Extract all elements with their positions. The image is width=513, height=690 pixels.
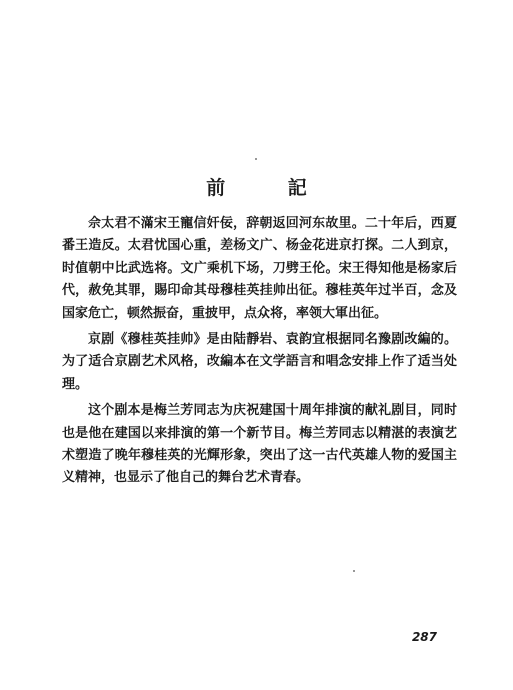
page-number: 287 — [411, 630, 437, 644]
print-speck — [353, 570, 355, 572]
body-text — [62, 213, 457, 490]
page-title: 前 記 — [206, 177, 335, 199]
paragraph-adaptation: 京剧《穆桂英挂帅》是由陆靜岩、袁韵宜根据同名豫剧改編的。为了适合京剧艺术风格，改編本在文学語言和唱念安排上作了适当处理。 — [62, 332, 457, 392]
paragraph-synopsis: 佘太君不滿宋王寵信奸佞，辞朝返回河东故里。二十年后，西夏番王造反。太君忧国心重，差杨文广、杨金花进京打探。二人到京，时值朝中比武选将。文广乘机下场，刀劈王伦。宋王得知他是杨家后代，赦免其罪，賜印命其母穆桂英挂帅出征。穆桂英年过半百，念及国家危亡，顿然振奋，重披甲，点众将，率领大軍出征。 — [62, 216, 457, 321]
print-speck — [255, 158, 257, 160]
paragraph-performance: 这个剧本是梅兰芳同志为庆祝建国十周年排演的献礼剧目，同时也是他在建国以来排演的第一个新节目。梅兰芳同志以精湛的表演艺术塑造了晚年穆桂英的光輝形象，突出了这一古代英雄人物的爱国主义精神，也显示了他自己的舞台艺术青春。 — [62, 403, 457, 486]
